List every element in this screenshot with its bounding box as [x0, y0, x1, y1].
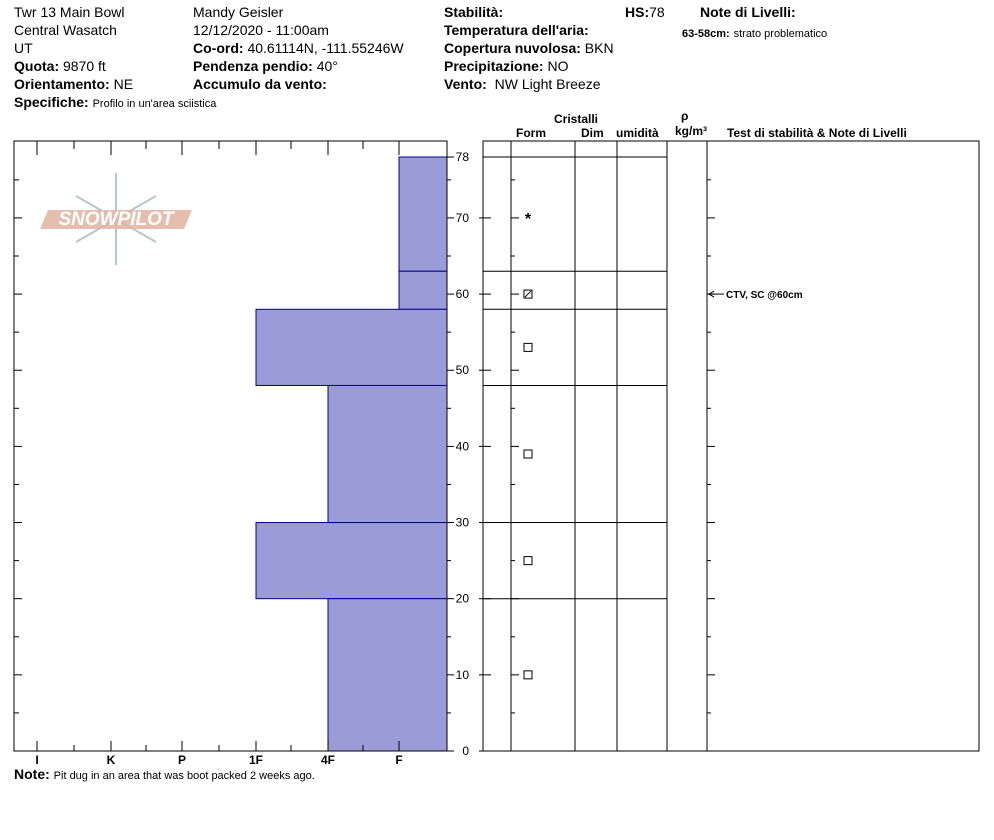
crystal-form-symbol — [524, 671, 532, 679]
specifics-value: Profilo in un'area sciistica — [92, 98, 217, 110]
form-header: Form — [516, 126, 546, 140]
crystal-form-symbol: * — [524, 210, 532, 228]
precip-value: NO — [547, 58, 569, 74]
specifics-label: Specifiche: — [14, 94, 89, 110]
rho-header: ρ — [681, 109, 689, 123]
depth-tick-label: 40 — [455, 439, 469, 454]
sky-label: Copertura nuvolosa: — [444, 40, 581, 56]
crystal-form-symbol — [524, 450, 532, 458]
depth-tick-label: 30 — [455, 515, 469, 530]
depth-tick-label: 60 — [455, 287, 469, 302]
hardness-bars — [256, 157, 447, 751]
hardness-bar — [399, 271, 447, 309]
air-temp-label: Temperatura dell'aria: — [444, 22, 589, 38]
hardness-tick-label: I — [35, 753, 39, 767]
coords-label: Co-ord: — [193, 40, 244, 56]
crystal-form-symbol — [524, 343, 532, 351]
wind-label: Vento: — [444, 76, 487, 92]
moisture-header: umidità — [616, 126, 659, 140]
observation-datetime: 12/12/2020 - 11:00am — [193, 22, 329, 38]
footer-note-label: Note: — [14, 766, 50, 782]
observer-name: Mandy Geisler — [193, 4, 284, 20]
hardness-bar — [399, 157, 447, 271]
stability-test-label: CTV, SC @60cm — [726, 290, 803, 302]
layer-note-range: 63-58cm: — [682, 28, 730, 40]
depth-tick-label: 78 — [455, 150, 469, 164]
snowpilot-logo — [40, 173, 192, 265]
depth-tick-label: 20 — [455, 591, 469, 606]
depth-tick-label: 10 — [455, 667, 469, 682]
elevation-value: 9870 ft — [63, 58, 106, 74]
crystals-header: Cristalli — [554, 112, 599, 126]
footer-note-text: Pit dug in an area that was boot packed 2 weeks ago. — [53, 770, 315, 782]
logo-text: SNOWPILOT — [58, 209, 174, 230]
stability-label: Stabilità: — [444, 4, 504, 20]
coords-value: 40.61114N, -111.55246W — [247, 40, 404, 56]
wind-value: NW Light Breeze — [494, 76, 601, 92]
precip-label: Precipitazione: — [444, 58, 544, 74]
depth-tick-label: 0 — [462, 744, 469, 758]
wind-loading-label: Accumulo da vento: — [193, 76, 327, 92]
tests-header: Test di stabilità & Note di Livelli — [727, 126, 907, 140]
crystal-form-symbol-slash — [525, 291, 531, 297]
size-header: Dim — [581, 126, 604, 140]
slope-label: Pendenza pendio: — [193, 58, 313, 74]
crystal-table — [479, 141, 979, 751]
aspect-value: NE — [113, 76, 134, 92]
hardness-tick-label: 4F — [320, 753, 336, 767]
depth-tick-label: 70 — [455, 210, 469, 225]
footer-note-row — [14, 766, 315, 785]
layer-notes-label: Note di Livelli: — [700, 4, 796, 20]
hardness-bar — [328, 385, 447, 522]
depth-tick-labels — [456, 150, 470, 758]
slope-value: 40° — [316, 58, 338, 74]
hardness-tick-label: P — [177, 753, 187, 767]
density-unit-header: kg/m³ — [675, 124, 708, 138]
sky-value: BKN — [584, 40, 614, 56]
range-name: Central Wasatch — [14, 22, 117, 38]
aspect-label: Orientamento: — [14, 76, 110, 92]
hs-value: 78 — [649, 4, 665, 20]
location-name: Twr 13 Main Bowl — [14, 4, 125, 20]
hs-label: HS: — [625, 4, 650, 20]
stability-tests — [709, 290, 803, 301]
layer-note-text: strato problematico — [733, 28, 828, 40]
hardness-bar — [256, 309, 447, 385]
hardness-tick-label: K — [106, 753, 116, 767]
hardness-bar — [256, 523, 447, 599]
state-name: UT — [14, 40, 33, 56]
crystal-form-symbol — [524, 557, 532, 565]
hardness-bar — [328, 599, 447, 751]
hardness-tick-label: 1F — [248, 753, 264, 767]
hardness-tick-label: F — [395, 753, 403, 767]
elevation-label: Quota: — [14, 58, 60, 74]
hardness-tick-labels — [35, 753, 402, 767]
depth-tick-label: 50 — [455, 363, 469, 378]
table-border — [483, 141, 979, 751]
